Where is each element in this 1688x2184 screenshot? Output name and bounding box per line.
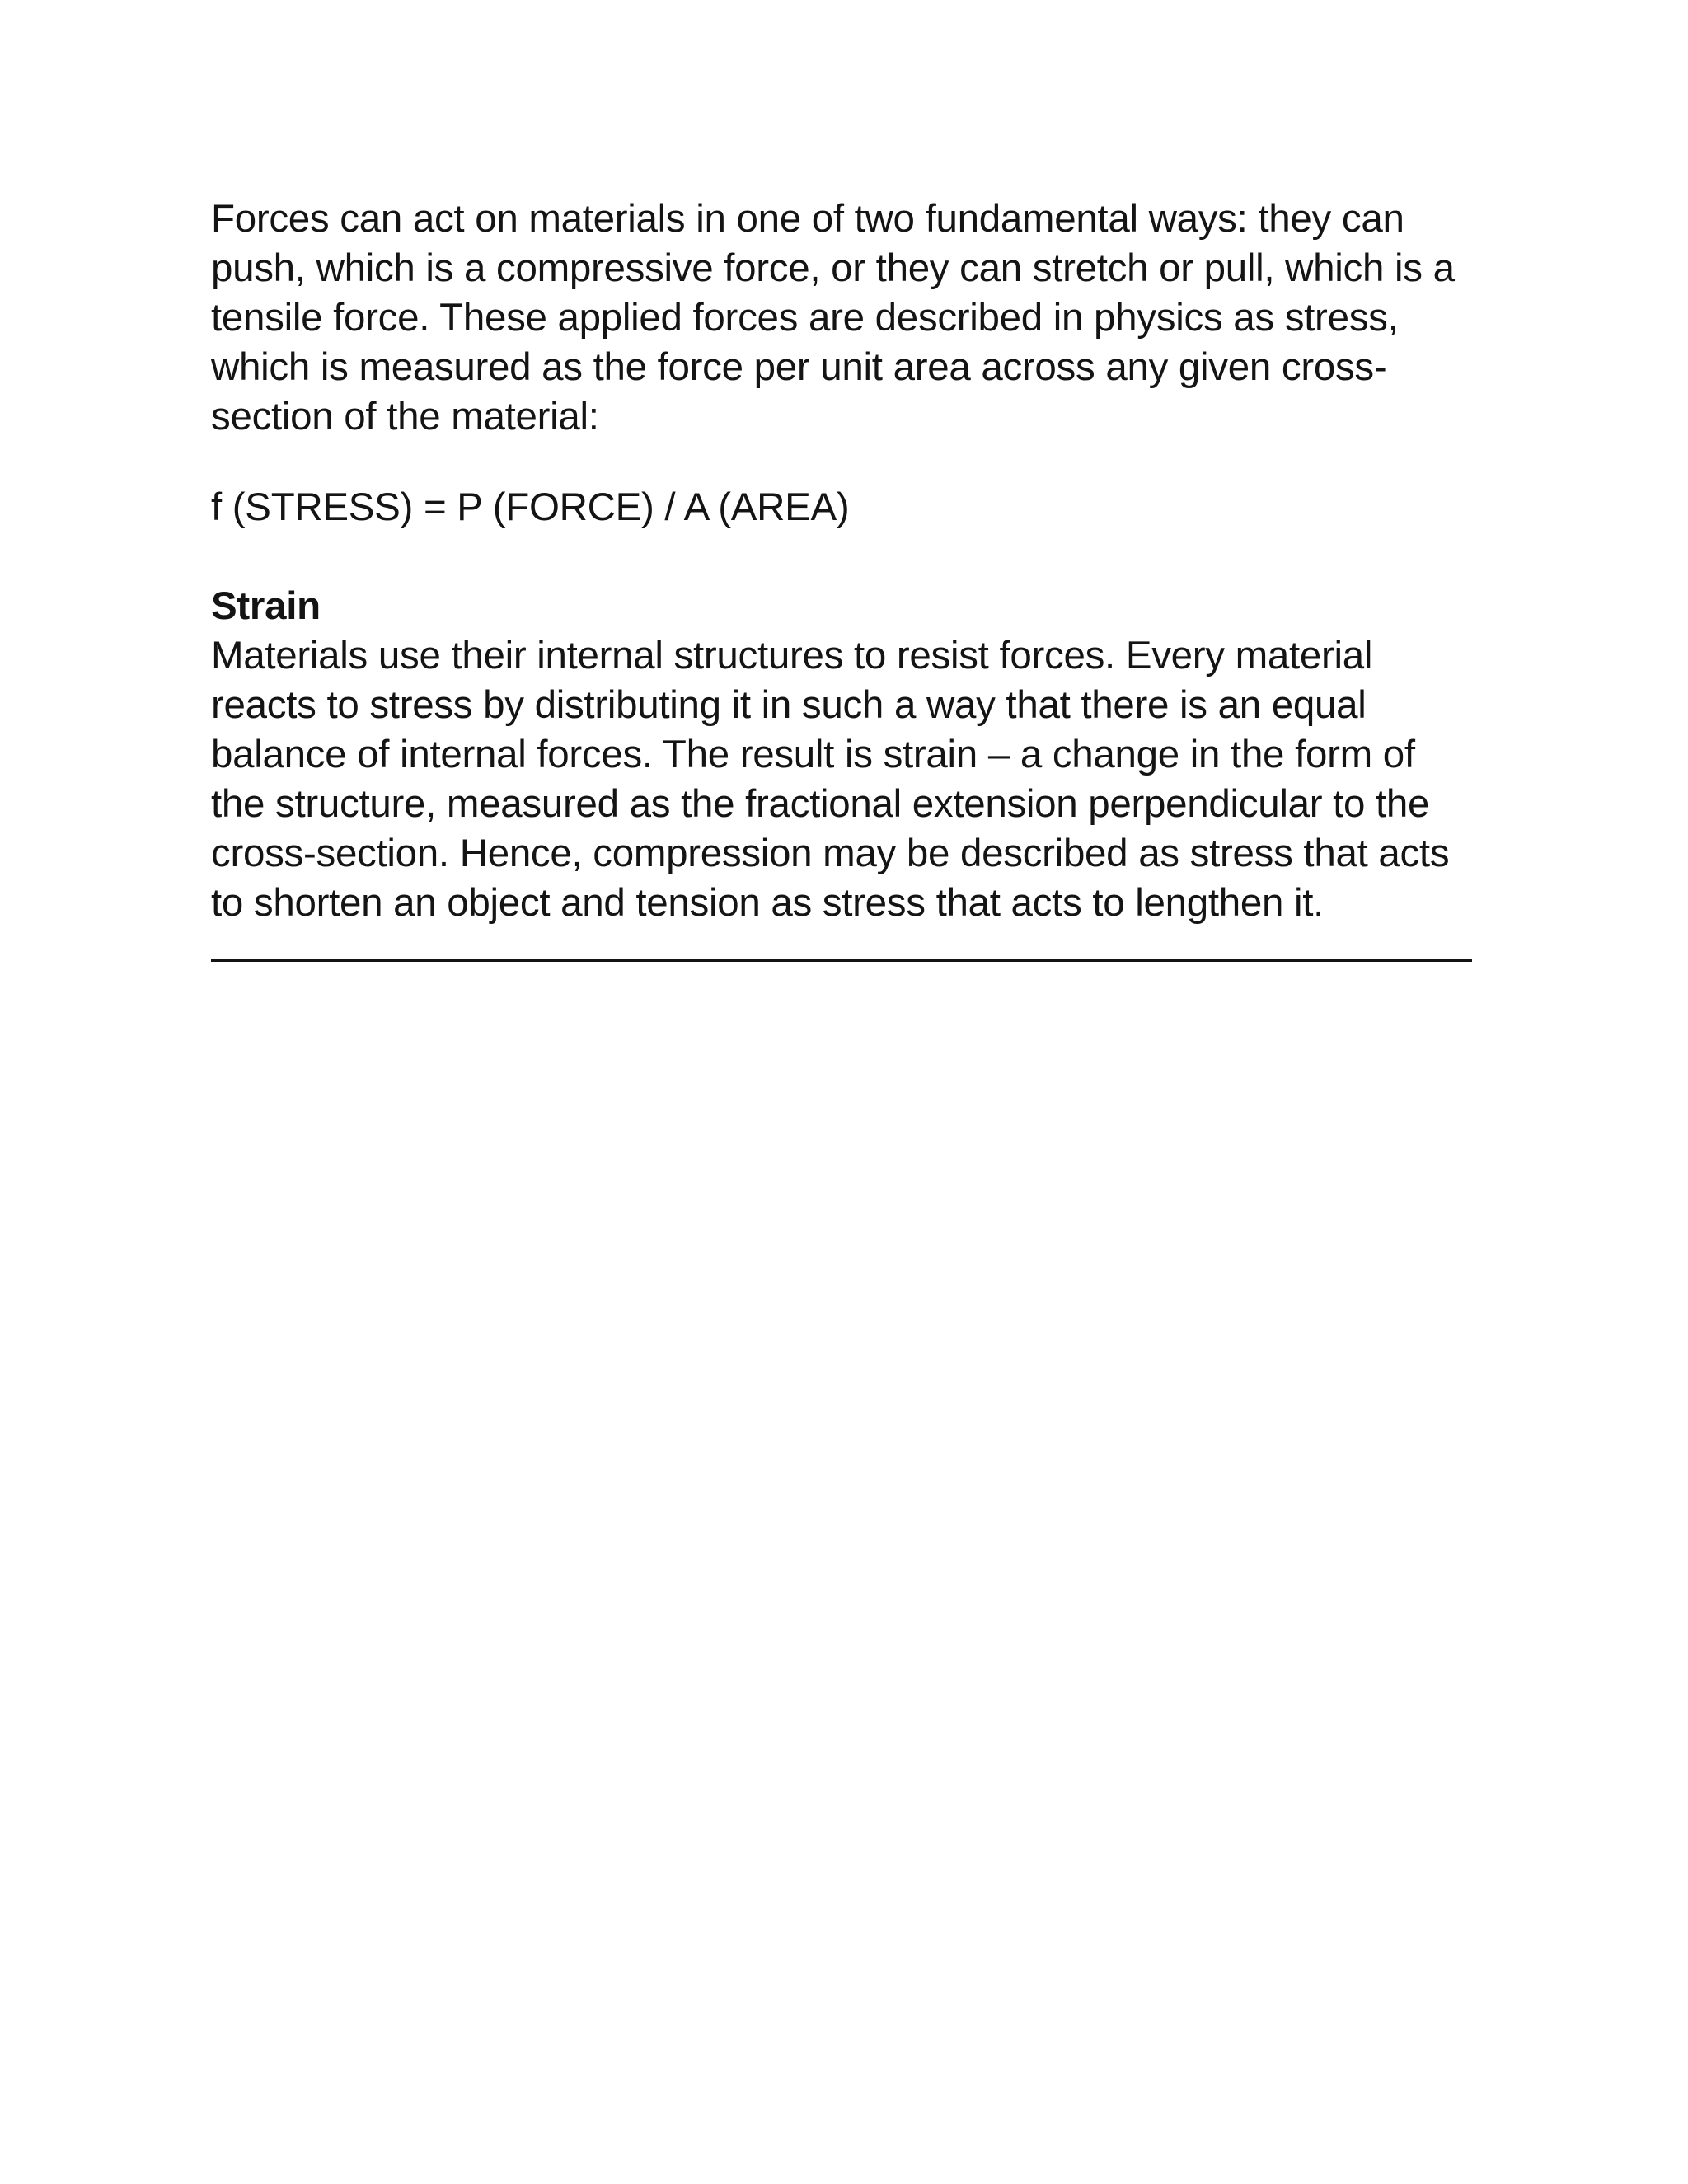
stress-formula: f (STRESS) = P (FORCE) / A (AREA) [211,485,850,529]
section-heading-strain: Strain [211,584,321,628]
document-page [211,194,1472,962]
strain-paragraph: Materials use their internal structures to resist forces. Every material reacts to stress by distributing it in such a way that there is an equal balance of internal forces. The result is strain – a change in the form of the structure, measured as the fractional extension perpendicular to the cross-section. Hence, compression may be described as stress that acts to shorten an object and tension as stress that acts to lengthen it. [211,634,1450,925]
intro-paragraph: Forces can act on materials in one of two fundamental ways: they can push, which is a compressive force, or they can stretch or pull, which is a tensile force. These applied forces are described in physics as stress, which is measured as the force per unit area across any given cross-section of the material: [211,197,1455,438]
horizontal-rule [211,959,1472,962]
